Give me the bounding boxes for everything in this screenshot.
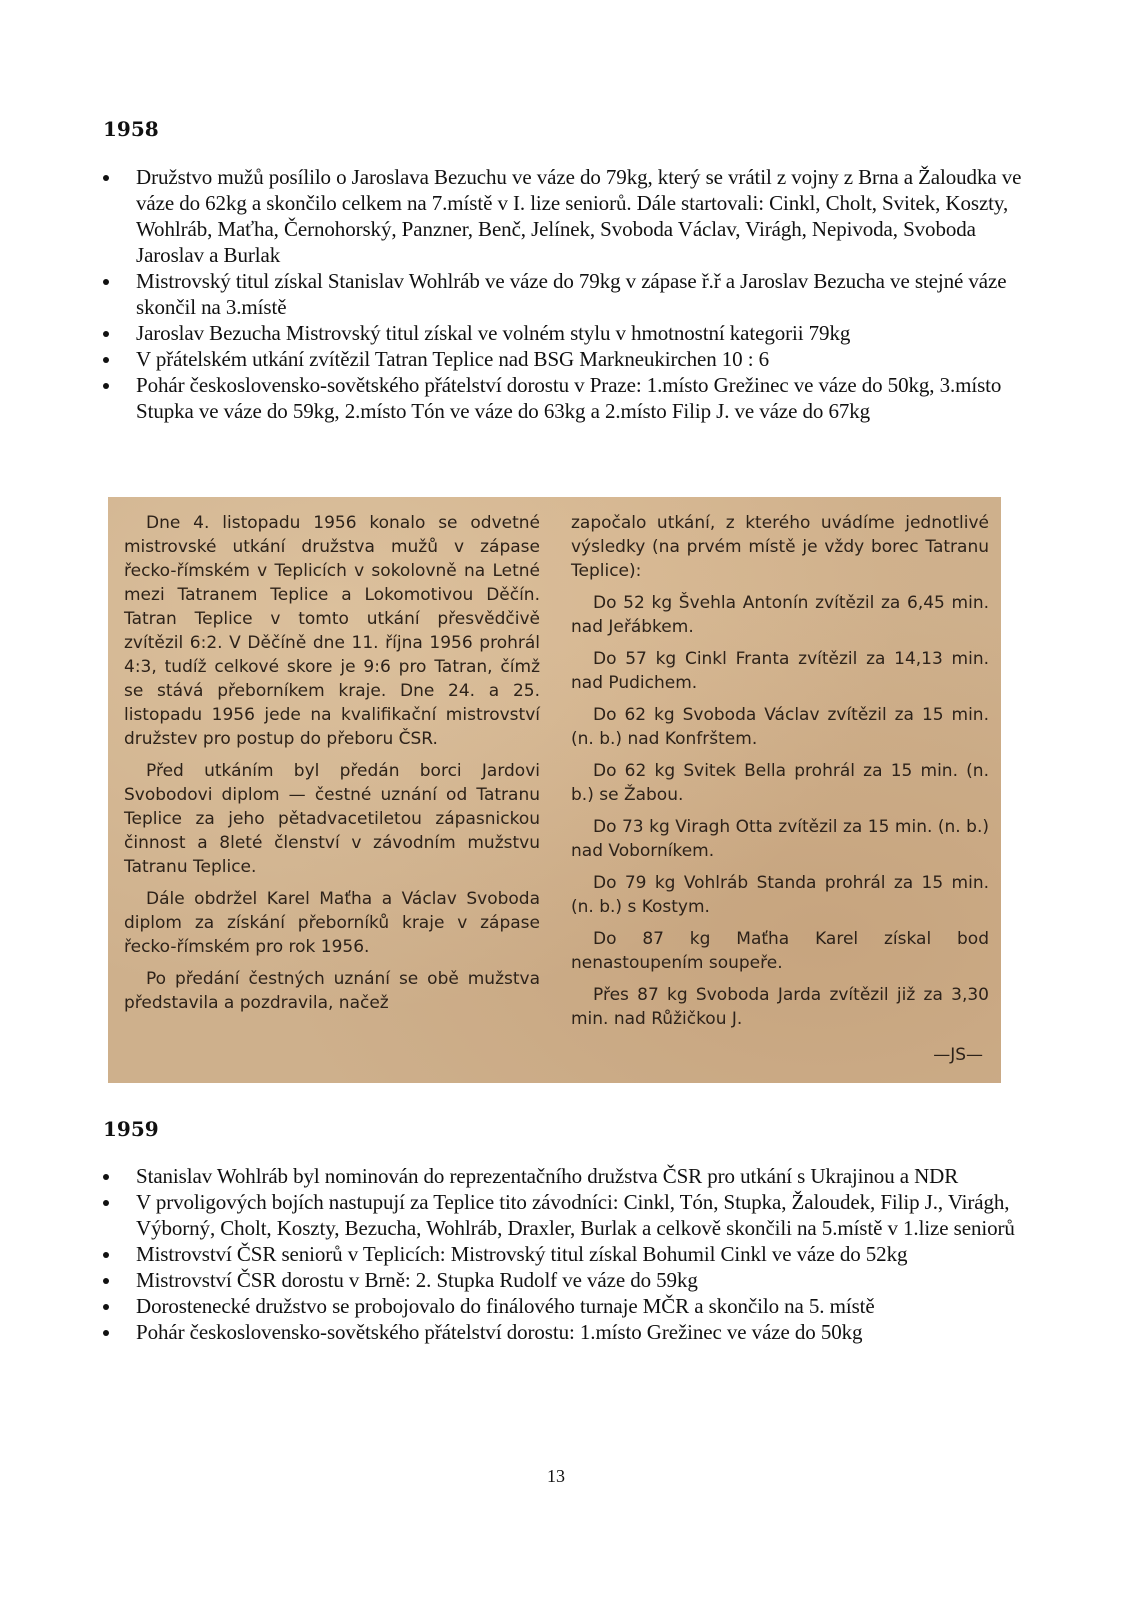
clipping-signature: —JS— bbox=[933, 1045, 983, 1065]
list-item bbox=[103, 320, 1033, 346]
list-item-text: Mistrovství ČSR dorostu v Brně: 2. Stupka Rudolf ve váze do 59kg bbox=[136, 1268, 698, 1292]
list-item-text: Mistrovství ČSR seniorů v Teplicích: Mistrovský titul získal Bohumil Cinkl ve váze do 52kg bbox=[136, 1242, 908, 1266]
bullet-icon bbox=[103, 383, 109, 389]
bullet-icon bbox=[103, 279, 109, 285]
bout-result: Do 57 kg Cinkl Franta zvítězil za 14,13 min. nad Pudichem. bbox=[571, 649, 989, 693]
list-item-text: Pohár československo-sovětského přátelství dorostu: 1.místo Grežinec ve váze do 50kg bbox=[136, 1320, 863, 1344]
clipping-right-column bbox=[571, 511, 989, 1039]
bullet-icon bbox=[103, 331, 109, 337]
list-item-text: Družstvo mužů posílilo o Jaroslava Bezuchu ve váze do 79kg, který se vrátil z vojny z Brna a Žaloudka ve váze do 62kg a skončilo celkem na 7.místě v I. lize seniorů. Dále startovali: Cinkl, Cholt, Svitek, Koszty, Wohlráb, Maťha, Černohorský, Panzner, Benč, Jelínek, Svoboda Václav, Virágh, Nepivoda, Svoboda Jaroslav a Burlak bbox=[136, 165, 1022, 267]
bullet-icon bbox=[103, 1200, 109, 1206]
bullet-icon bbox=[103, 357, 109, 363]
clipping-paragraph: Dále obdržel Karel Maťha a Václav Svoboda diplom za získání přeborníků kraje v zápase řecko-římském pro rok 1956. bbox=[124, 889, 540, 957]
list-item bbox=[103, 346, 1033, 372]
clipping-paragraph: Před utkáním byl předán borci Jardovi Svobodovi diplom — čestné uznání od Tatranu Teplice za jeho pětadvacetiletou zápasnickou činnost a 8leté členství v závodním mužstvu Tatranu Teplice. bbox=[124, 761, 540, 877]
bout-result: Do 62 kg Svoboda Václav zvítězil za 15 min. (n. b.) nad Konfrštem. bbox=[571, 705, 989, 749]
list-item bbox=[103, 1189, 1033, 1241]
bout-result: Do 87 kg Maťha Karel získal bod nenastoupením soupeře. bbox=[571, 929, 989, 973]
bout-result: Do 79 kg Vohlráb Standa prohrál za 15 min. (n. b.) s Kostym. bbox=[571, 873, 989, 917]
bullet-list-1958 bbox=[103, 164, 1033, 424]
list-item bbox=[103, 268, 1033, 320]
page-number: 13 bbox=[547, 1466, 565, 1486]
clipping-intro: započalo utkání, z kterého uvádíme jednotlivé výsledky (na prvém místě je vždy borec Tatranu Teplice): bbox=[571, 513, 989, 581]
bout-result: Do 62 kg Svitek Bella prohrál za 15 min. (n. b.) se Žabou. bbox=[571, 761, 989, 805]
list-item-text: Dorostenecké družstvo se probojovalo do finálového turnaje MČR a skončilo na 5. místě bbox=[136, 1294, 875, 1318]
list-item-text: Pohár československo-sovětského přátelství dorostu v Praze: 1.místo Grežinec ve váze do 50kg, 3.místo Stupka ve váze do 59kg, 2.místo Tón ve váze do 63kg a 2.místo Filip J. ve váze do 67kg bbox=[136, 373, 1002, 423]
list-item bbox=[103, 1319, 1033, 1345]
clipping-paragraph: Po předání čestných uznání se obě mužstva představila a pozdravila, načež bbox=[124, 969, 540, 1013]
list-item-text: V přátelském utkání zvítězil Tatran Teplice nad BSG Markneukirchen 10 : 6 bbox=[136, 347, 770, 371]
list-item-text: Jaroslav Bezucha Mistrovský titul získal ve volném stylu v hmotnostní kategorii 79kg bbox=[136, 321, 851, 345]
bullet-icon bbox=[103, 1304, 109, 1310]
bout-result: Do 73 kg Viragh Otta zvítězil za 15 min. (n. b.) nad Voborníkem. bbox=[571, 817, 989, 861]
list-item bbox=[103, 1163, 1033, 1189]
bullet-icon bbox=[103, 1252, 109, 1258]
list-item-text: V prvoligových bojích nastupují za Teplice tito závodníci: Cinkl, Tón, Stupka, Žaloudek, Filip J., Virágh, Výborný, Cholt, Koszty, Bezucha, Wohlráb, Draxler, Burlak a celkově skončili na 5.místě v 1.lize seniorů bbox=[136, 1190, 1015, 1240]
bout-result: Přes 87 kg Svoboda Jarda zvítězil již za 3,30 min. nad Růžičkou J. bbox=[571, 985, 989, 1029]
bullet-icon bbox=[103, 1330, 109, 1336]
list-item bbox=[103, 164, 1033, 268]
list-item-text: Mistrovský titul získal Stanislav Wohlráb ve váze do 79kg v zápase ř.ř a Jaroslav Bezucha ve stejné váze skončil na 3.místě bbox=[136, 269, 1007, 319]
bullet-icon bbox=[103, 1174, 109, 1180]
bullet-icon bbox=[103, 175, 109, 181]
list-item bbox=[103, 1241, 1033, 1267]
bullet-list-1959 bbox=[103, 1163, 1033, 1345]
section-year-1959: 1959 bbox=[103, 1117, 159, 1141]
list-item bbox=[103, 372, 1033, 424]
bout-result: Do 52 kg Švehla Antonín zvítězil za 6,45 min. nad Jeřábkem. bbox=[571, 593, 989, 637]
newspaper-clipping bbox=[108, 497, 1001, 1083]
list-item bbox=[103, 1293, 1033, 1319]
clipping-left-column bbox=[124, 511, 540, 1023]
bullet-icon bbox=[103, 1278, 109, 1284]
list-item-text: Stanislav Wohlráb byl nominován do reprezentačního družstva ČSR pro utkání s Ukrajinou a NDR bbox=[136, 1164, 959, 1188]
list-item bbox=[103, 1267, 1033, 1293]
clipping-paragraph: Dne 4. listopadu 1956 konalo se odvetné mistrovské utkání družstva mužů v zápase řecko-římském v Teplicích v sokolovně na Letné mezi Tatranem Teplice a Lokomotivou Děčín. Tatran Teplice v tomto utkání přesvědčivě zvítězil 6:2. V Děčíně dne 11. října 1956 prohrál 4:3, tudíž celkové skore je 9:6 pro Tatran, čímž se stává přeborníkem kraje. Dne 24. a 25. listopadu 1956 jede na kvalifikační mistrovství družstev pro postup do přeboru ČSR. bbox=[124, 513, 540, 749]
section-year-1958: 1958 bbox=[103, 117, 159, 141]
